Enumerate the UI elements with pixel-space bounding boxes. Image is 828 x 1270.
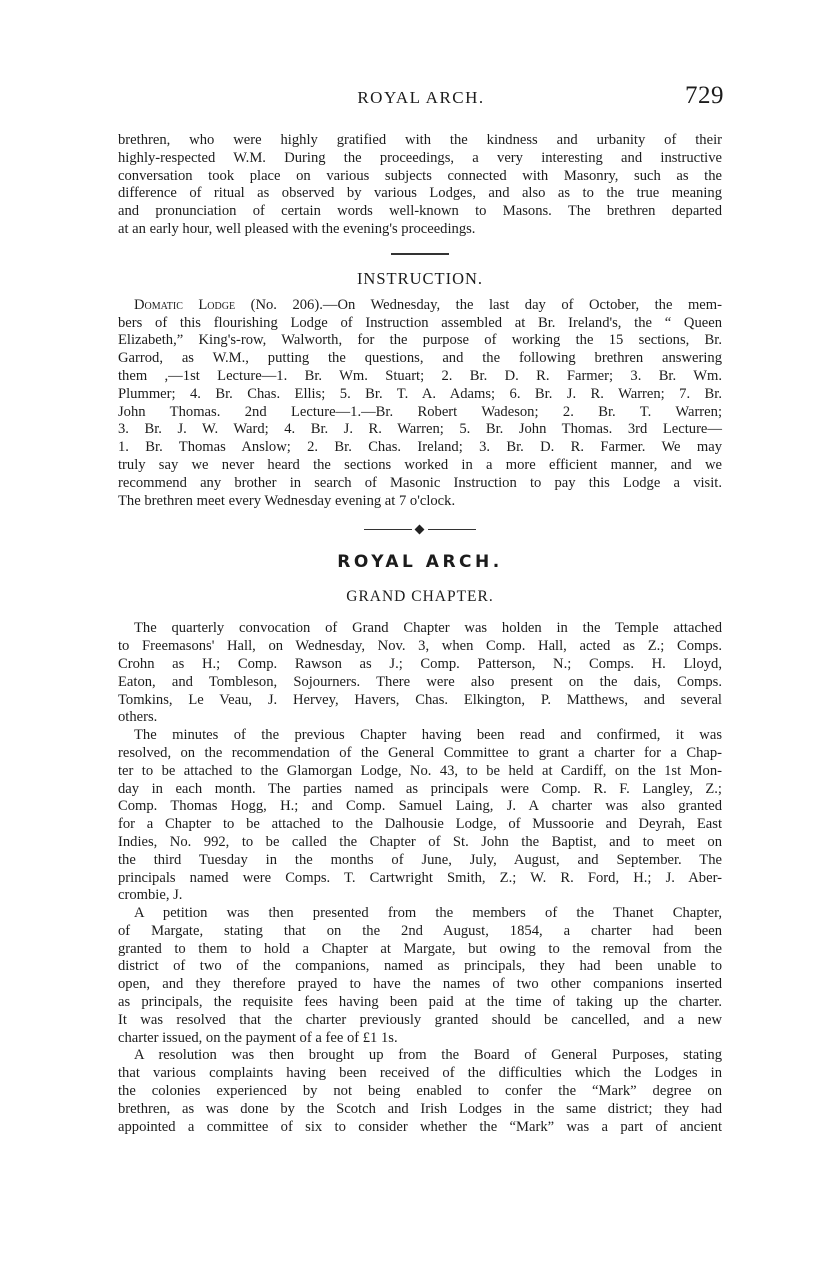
running-head [118, 82, 724, 114]
text-line: for a Chapter to be attached to the Dalhousie Lodge, of Mussoorie and Deyrah, East [118, 816, 722, 833]
paragraph [118, 727, 722, 905]
instruction-heading: INSTRUCTION. [356, 268, 484, 288]
text-line: appointed a committee of six to consider whether the “Mark” was a part of ancient [118, 1118, 722, 1135]
paragraph [118, 620, 722, 727]
text-line: principals named were Comps. T. Cartwright Smith, Z.; W. R. Ford, H.; J. Aber- [118, 869, 722, 886]
text-line: Indies, No. 992, to be called the Chapter of St. John the Baptist, and to meet on [118, 833, 722, 850]
ornamental-divider [364, 524, 476, 536]
text-line: ter to be attached to the Glamorgan Lodge, No. 43, to be held at Cardiff, on the 1st Mon- [118, 762, 722, 779]
grand-chapter-heading: GRAND CHAPTER. [346, 588, 494, 606]
text-line: to Freemasons' Hall, on Wednesday, Nov. 3, when Comp. Hall, acted as Z.; Comps. [118, 638, 722, 655]
text-line: district of two of the companions, named as principals, they had been unable to [118, 958, 722, 975]
text-line: highly-respected W.M. During the proceedings, a very interesting and instructive [118, 149, 722, 166]
paragraph [118, 1047, 722, 1136]
text-line: resolved, on the recommendation of the General Committee to grant a charter for a Chap- [118, 744, 722, 761]
text-line: open, and they therefore prayed to have the names of two other companions inserted [118, 976, 722, 993]
text-line: Garrod, as W.M., putting the questions, and the following brethren answering [118, 350, 722, 367]
instruction-paragraph [118, 297, 722, 511]
text-line: A resolution was then brought up from the Board of General Purposes, stating [134, 1047, 722, 1064]
text-line: that various complaints having been received of the difficulties which the Lodges in [118, 1065, 722, 1082]
text-line: Plummer; 4. Br. Chas. Ellis; 5. Br. T. A. Adams; 6. Br. J. R. Warren; 7. Br. [118, 385, 722, 402]
page-body [118, 132, 722, 1136]
text-line: Eaton, and Tombleson, Sojourners. There were also present on the dais, Comps. [118, 673, 722, 690]
text-line: the third Tuesday in the months of June, July, August, and September. The [118, 851, 722, 868]
text-line: Tomkins, Le Veau, J. Hervey, Havers, Chas. Elkington, P. Matthews, and several [118, 691, 722, 708]
text-line: The brethren meet every Wednesday evening at 7 o'clock. [118, 492, 456, 509]
paragraph [118, 905, 722, 1047]
text-line: them ,—1st Lecture—1. Br. Wm. Stuart; 2. Br. D. R. Farmer; 3. Br. Wm. [118, 367, 722, 384]
text-line: the colonies experienced by not being enabled to confer the “Mark” degree on [118, 1083, 722, 1100]
text-line: conversation took place on various subjects connected with Masonry, such as the [118, 167, 722, 184]
text-line: of Margate, stating that on the 2nd August, 1854, a charter had been [118, 922, 722, 939]
text-line: difference of ritual as observed by various Lodges, and also as to the true meaning [118, 185, 722, 202]
text-line: 3. Br. J. W. Ward; 4. Br. J. R. Warren; 5. Br. John Thomas. 3rd Lecture— [118, 421, 722, 438]
text-line: at an early hour, well pleased with the evening's proceedings. [118, 220, 476, 237]
lodge-name: Domatic Lodge [134, 296, 236, 313]
text-line: recommend any brother in search of Masonic Instruction to pay this Lodge a visit. [118, 474, 722, 491]
text-line: The minutes of the previous Chapter having been read and confirmed, it was [134, 727, 722, 744]
text-line: Elizabeth,” King's-row, Walworth, for the purpose of working the 15 sections, Br. [118, 332, 722, 349]
text-line: brethren, as was done by the Scotch and Irish Lodges in the same district; they had [118, 1100, 722, 1117]
text-line: bers of this flourishing Lodge of Instruction assembled at Br. Ireland's, the “ Queen [118, 314, 722, 331]
divider-line [364, 529, 412, 530]
text-line: granted to them to hold a Chapter at Margate, but owing to the removal from the [118, 940, 722, 957]
running-title: ROYAL ARCH. [357, 88, 485, 107]
diamond-ornament-icon [415, 525, 425, 535]
text-line: and pronunciation of certain words well-known to Masons. The brethren departed [118, 203, 722, 220]
royal-arch-heading: ROYAL ARCH. [337, 552, 503, 573]
text-line: Crohn as H.; Comp. Rawson as J.; Comp. Patterson, N.; Comps. H. Lloyd, [118, 655, 722, 672]
text-line: A petition was then presented from the members of the Thanet Chapter, [134, 905, 722, 922]
page-number: 729 [685, 82, 724, 109]
section-divider [391, 253, 449, 255]
text-line: Comp. Thomas Hogg, H.; and Comp. Samuel Laing, J. A charter was also granted [118, 798, 722, 815]
text-line [118, 297, 722, 315]
text-run: (No. 206).—On Wednesday, the last day of October, the mem- [235, 296, 722, 313]
text-line: 1. Br. Thomas Anslow; 2. Br. Chas. Ireland; 3. Br. D. R. Farmer. We may [118, 439, 722, 456]
text-line: as principals, the requisite fees having been paid at the time of taking up the charter. [118, 994, 722, 1011]
text-line: truly say we never heard the sections worked in a more efficient manner, and we [118, 456, 722, 473]
divider-line [428, 529, 476, 530]
text-line: The quarterly convocation of Grand Chapter was holden in the Temple attached [134, 620, 722, 637]
text-line: It was resolved that the charter previously granted should be cancelled, and a new [118, 1011, 722, 1028]
text-line: brethren, who were highly gratified with the kindness and urbanity of their [118, 132, 722, 148]
text-line: others. [118, 709, 158, 726]
text-line: crombie, J. [118, 887, 183, 904]
text-line: charter issued, on the payment of a fee of £1 1s. [118, 1029, 398, 1046]
text-line: day in each month. The parties named as principals were Comp. R. F. Langley, Z.; [118, 780, 722, 797]
continuation-paragraph [118, 132, 722, 239]
text-line: John Thomas. 2nd Lecture—1.—Br. Robert Wadeson; 2. Br. T. Warren; [118, 403, 722, 420]
